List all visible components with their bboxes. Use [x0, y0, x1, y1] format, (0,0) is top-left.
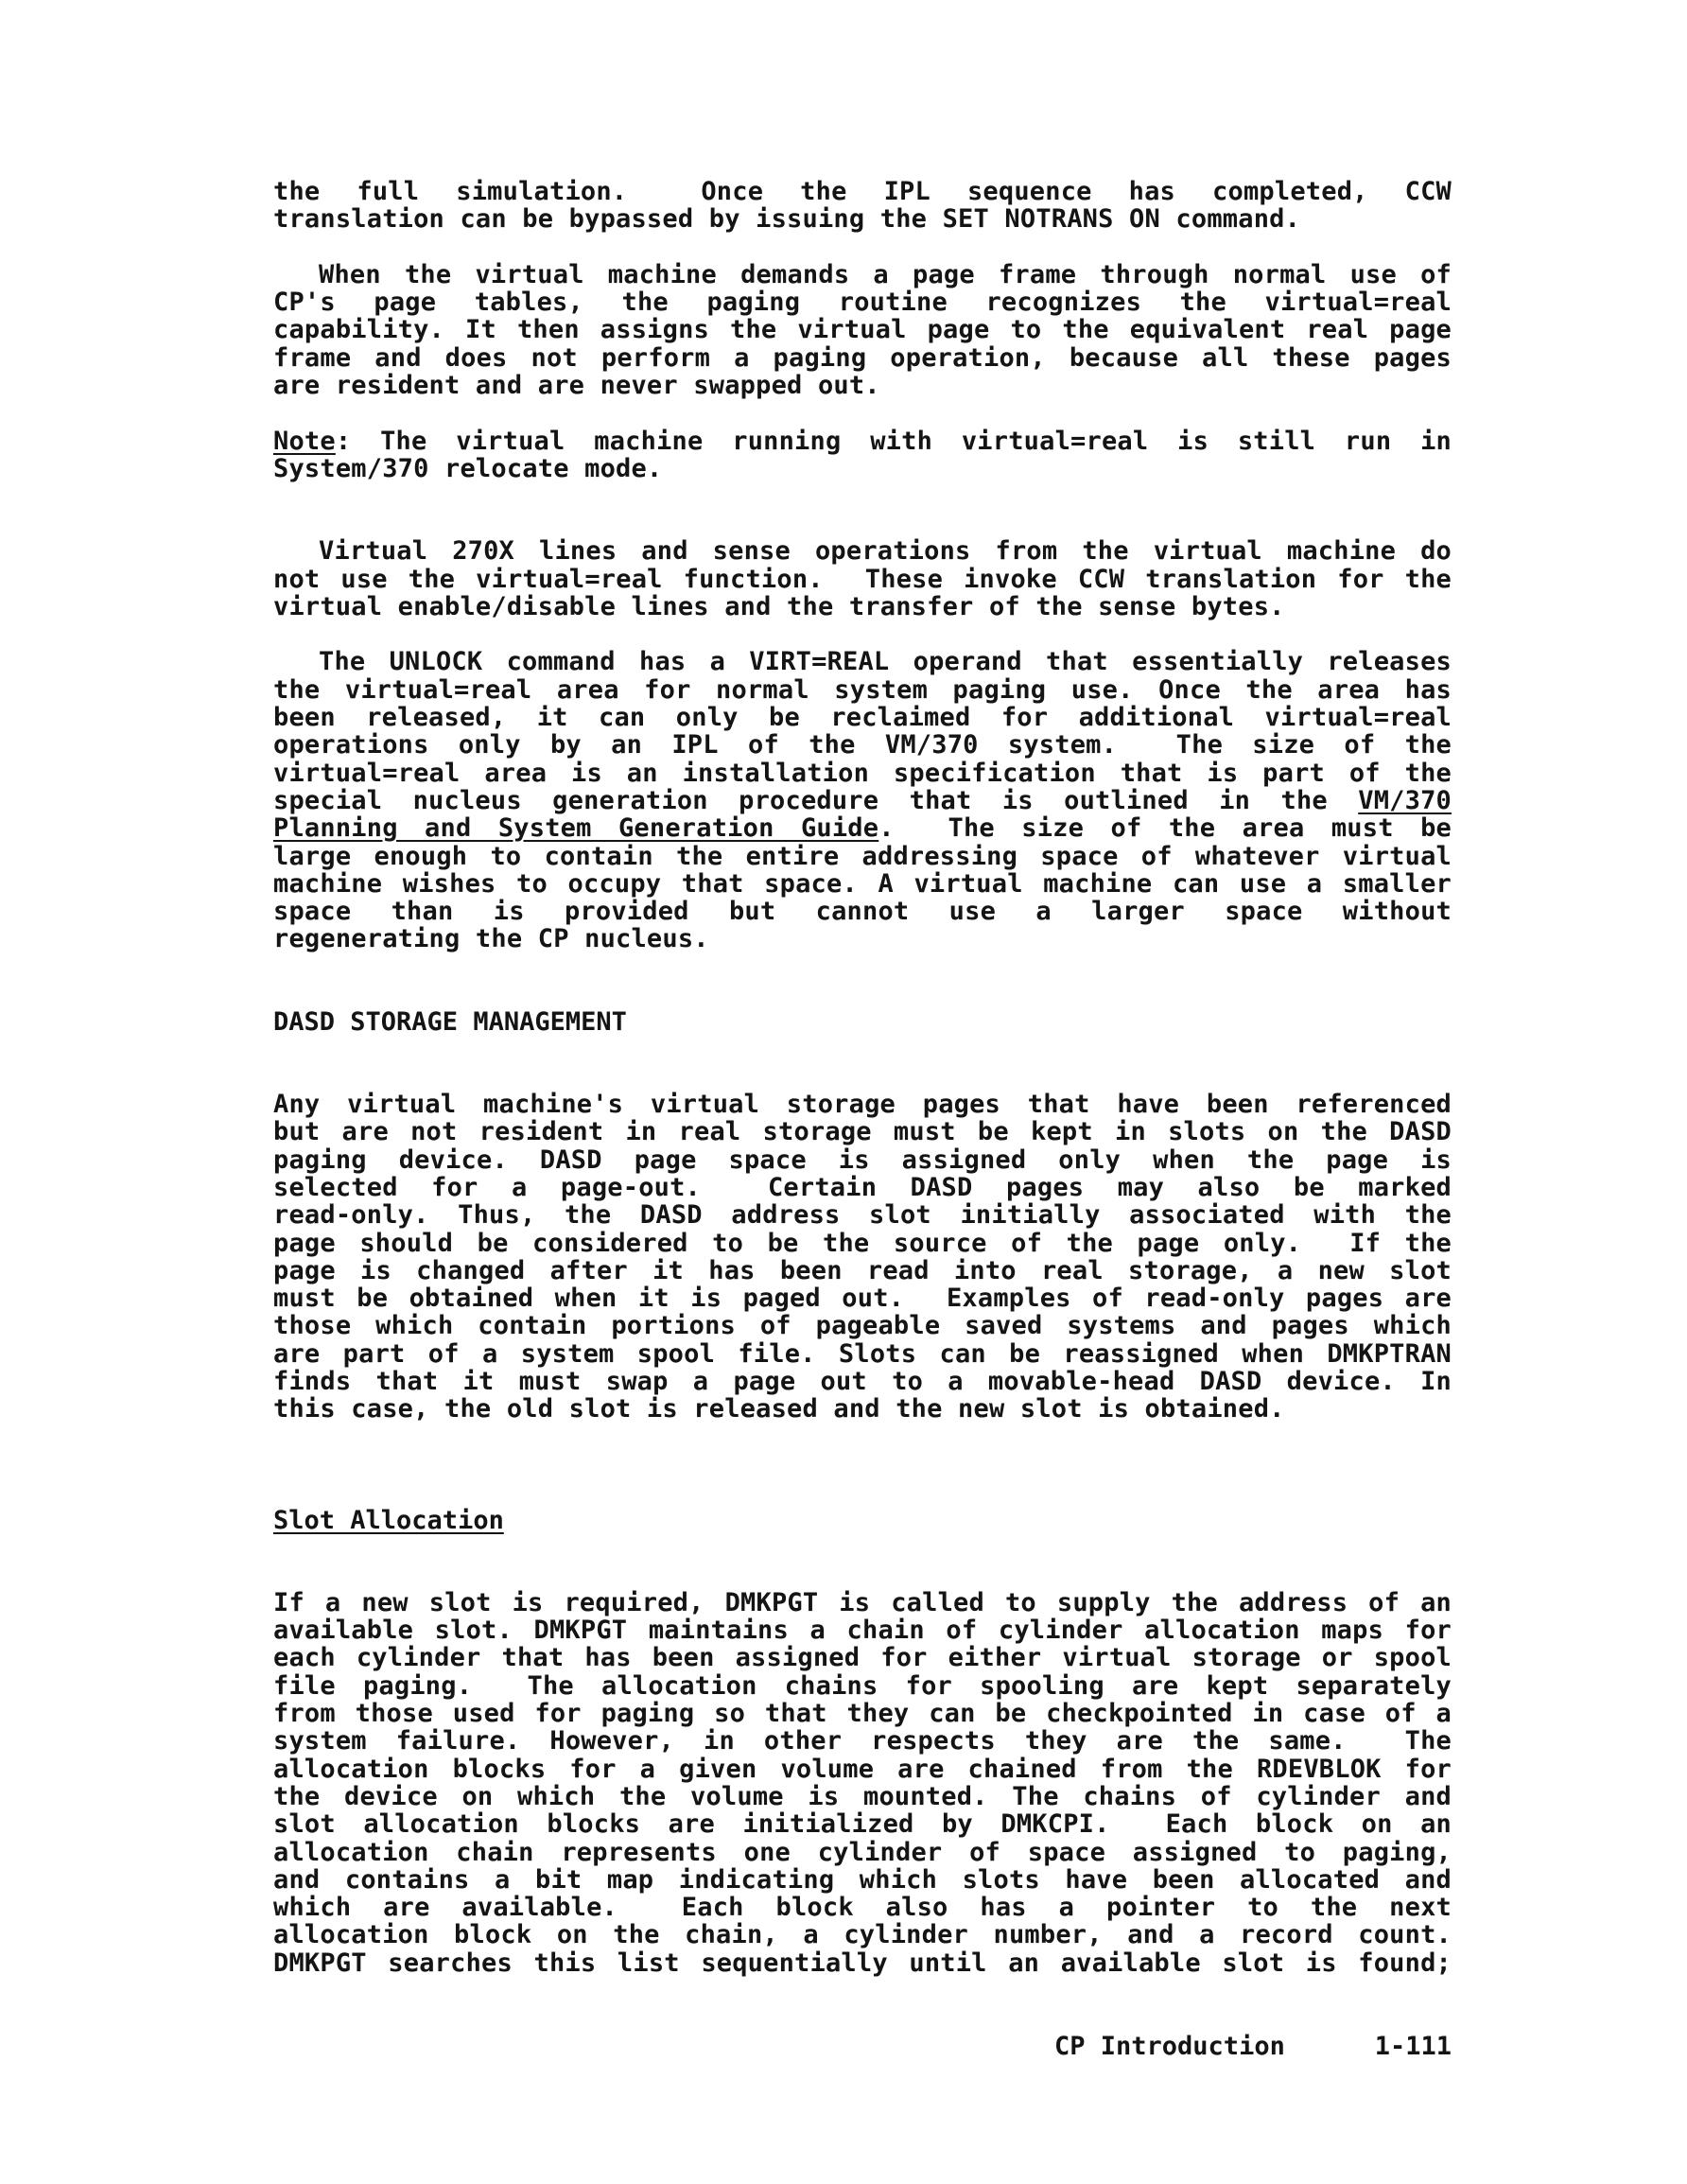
- text-line: slot allocation blocks are initialized by DMKCPI. Each block on an: [273, 1809, 1452, 1840]
- text-line: the full simulation. Once the IPL sequence has completed, CCW: [273, 177, 1452, 206]
- text-line: CP's page tables, the paging routine recognizes the virtual=real: [273, 288, 1452, 318]
- text-line: virtual=real area is an installation specification that is part of the: [273, 758, 1452, 788]
- page-number: 1-111: [1374, 2032, 1452, 2061]
- text-line: [273, 428, 1452, 455]
- text-line: paging device. DASD page space is assigned only when the page is: [273, 1144, 1452, 1175]
- text-span: special nucleus generation procedure that is outlined in the: [273, 785, 1359, 815]
- note-text: : The virtual machine running with virtual=real is still run in: [335, 426, 1452, 456]
- text-line: large enough to contain the entire addressing space of whatever virtual: [273, 841, 1452, 871]
- paragraph-unlock: [273, 648, 1452, 952]
- page-footer: [1054, 2032, 1452, 2061]
- manual-title-ref: VM/370: [1358, 785, 1452, 815]
- paragraph-270x-lines: [273, 537, 1452, 620]
- text-line: must be obtained when it is paged out. Examples of read-only pages are: [273, 1284, 1452, 1314]
- subsection-heading-slot-allocation: [273, 1507, 1452, 1534]
- text-line: are part of a system spool file. Slots can be reassigned when DMKPTRAN: [273, 1338, 1452, 1369]
- text-line: selected for a page-out. Certain DASD pages may also be marked: [273, 1172, 1452, 1202]
- footer-section-title: CP Introduction: [1054, 2032, 1285, 2061]
- text-line: those which contain portions of pageable saved systems and pages which: [273, 1311, 1452, 1341]
- text-line: which are available. Each block also has a pointer to the next: [273, 1893, 1452, 1923]
- manual-title-ref: Planning and System Generation Guide: [273, 813, 879, 844]
- heading-text: Slot Allocation: [273, 1505, 504, 1535]
- text-line: page should be considered to be the source of the page only. If the: [273, 1228, 1452, 1258]
- text-line: allocation chain represents one cylinder of space assigned to paging,: [273, 1837, 1452, 1867]
- text-span: . The size of the area must be: [878, 813, 1452, 844]
- text-line: been released, it can only be reclaimed for additional virtual=real: [273, 703, 1452, 733]
- page-body: [273, 178, 1452, 2004]
- text-line: Any virtual machine's virtual storage pages that have been referenced: [273, 1090, 1452, 1120]
- text-line: the device on which the volume is mounted. The chains of cylinder and: [273, 1781, 1452, 1811]
- text-line: operations only by an IPL of the VM/370 system. The size of the: [273, 730, 1452, 760]
- text-line: the virtual=real area for normal system paging use. Once the area has: [273, 674, 1452, 705]
- text-line: allocation block on the chain, a cylinder number, and a record count.: [273, 1920, 1452, 1950]
- text-line: are resident and are never swapped out.: [273, 371, 880, 401]
- text-line: System/370 relocate mode.: [273, 453, 663, 483]
- text-line: capability. It then assigns the virtual page to the equivalent real page: [273, 315, 1452, 345]
- text-line: file paging. The allocation chains for spooling are kept separately: [273, 1670, 1452, 1701]
- text-line: regenerating the CP nucleus.: [273, 924, 709, 954]
- text-line: not use the virtual=real function. These invoke CCW translation for the: [273, 564, 1452, 594]
- note-paragraph: [273, 428, 1452, 483]
- text-line: machine wishes to occupy that space. A virtual machine can use a smaller: [273, 868, 1452, 899]
- text-line: system failure. However, in other respects they are the same. The: [273, 1726, 1452, 1756]
- text-line: available slot. DMKPGT maintains a chain of cylinder allocation maps for: [273, 1616, 1452, 1646]
- text-line: The UNLOCK command has a VIRT=REAL operand that essentially releases: [319, 647, 1452, 677]
- text-line: read-only. Thus, the DASD address slot initially associated with the: [273, 1200, 1452, 1231]
- paragraph-simulation: [273, 178, 1452, 234]
- text-line: each cylinder that has been assigned for either virtual storage or spool: [273, 1643, 1452, 1673]
- text-line: DMKPGT searches this list sequentially until an available slot is found;: [273, 1948, 1452, 1978]
- text-line: [273, 814, 1452, 842]
- text-line: but are not resident in real storage must be kept in slots on the DASD: [273, 1117, 1452, 1147]
- paragraph-slot-allocation: [273, 1589, 1452, 1977]
- text-line: frame and does not perform a paging operation, because all these pages: [273, 342, 1452, 373]
- text-line: allocation blocks for a given volume are chained from the RDEVBLOK for: [273, 1754, 1452, 1784]
- text-line: If a new slot is required, DMKPGT is called to supply the address of an: [273, 1587, 1452, 1617]
- text-line: When the virtual machine demands a page frame through normal use of: [319, 259, 1452, 289]
- paragraph-dasd-storage: [273, 1091, 1452, 1424]
- text-line: finds that it must swap a page out to a movable-head DASD device. In: [273, 1366, 1452, 1396]
- text-line: this case, the old slot is released and the new slot is obtained.: [273, 1394, 1285, 1424]
- text-line: [273, 787, 1452, 814]
- text-line: Virtual 270X lines and sense operations from the virtual machine do: [319, 536, 1452, 567]
- paragraph-page-frame: [273, 261, 1452, 399]
- text-line: translation can be bypassed by issuing the SET NOTRANS ON command.: [273, 204, 1301, 235]
- text-line: from those used for paging so that they can be checkpointed in case of a: [273, 1699, 1452, 1729]
- text-line: and contains a bit map indicating which slots have been allocated and: [273, 1864, 1452, 1895]
- text-line: page is changed after it has been read into real storage, a new slot: [273, 1255, 1452, 1285]
- section-heading-dasd: DASD STORAGE MANAGEMENT: [273, 1006, 627, 1037]
- note-label: Note: [273, 426, 336, 456]
- text-line: virtual enable/disable lines and the transfer of the sense bytes.: [273, 591, 1285, 621]
- text-line: space than is provided but cannot use a larger space without: [273, 897, 1452, 927]
